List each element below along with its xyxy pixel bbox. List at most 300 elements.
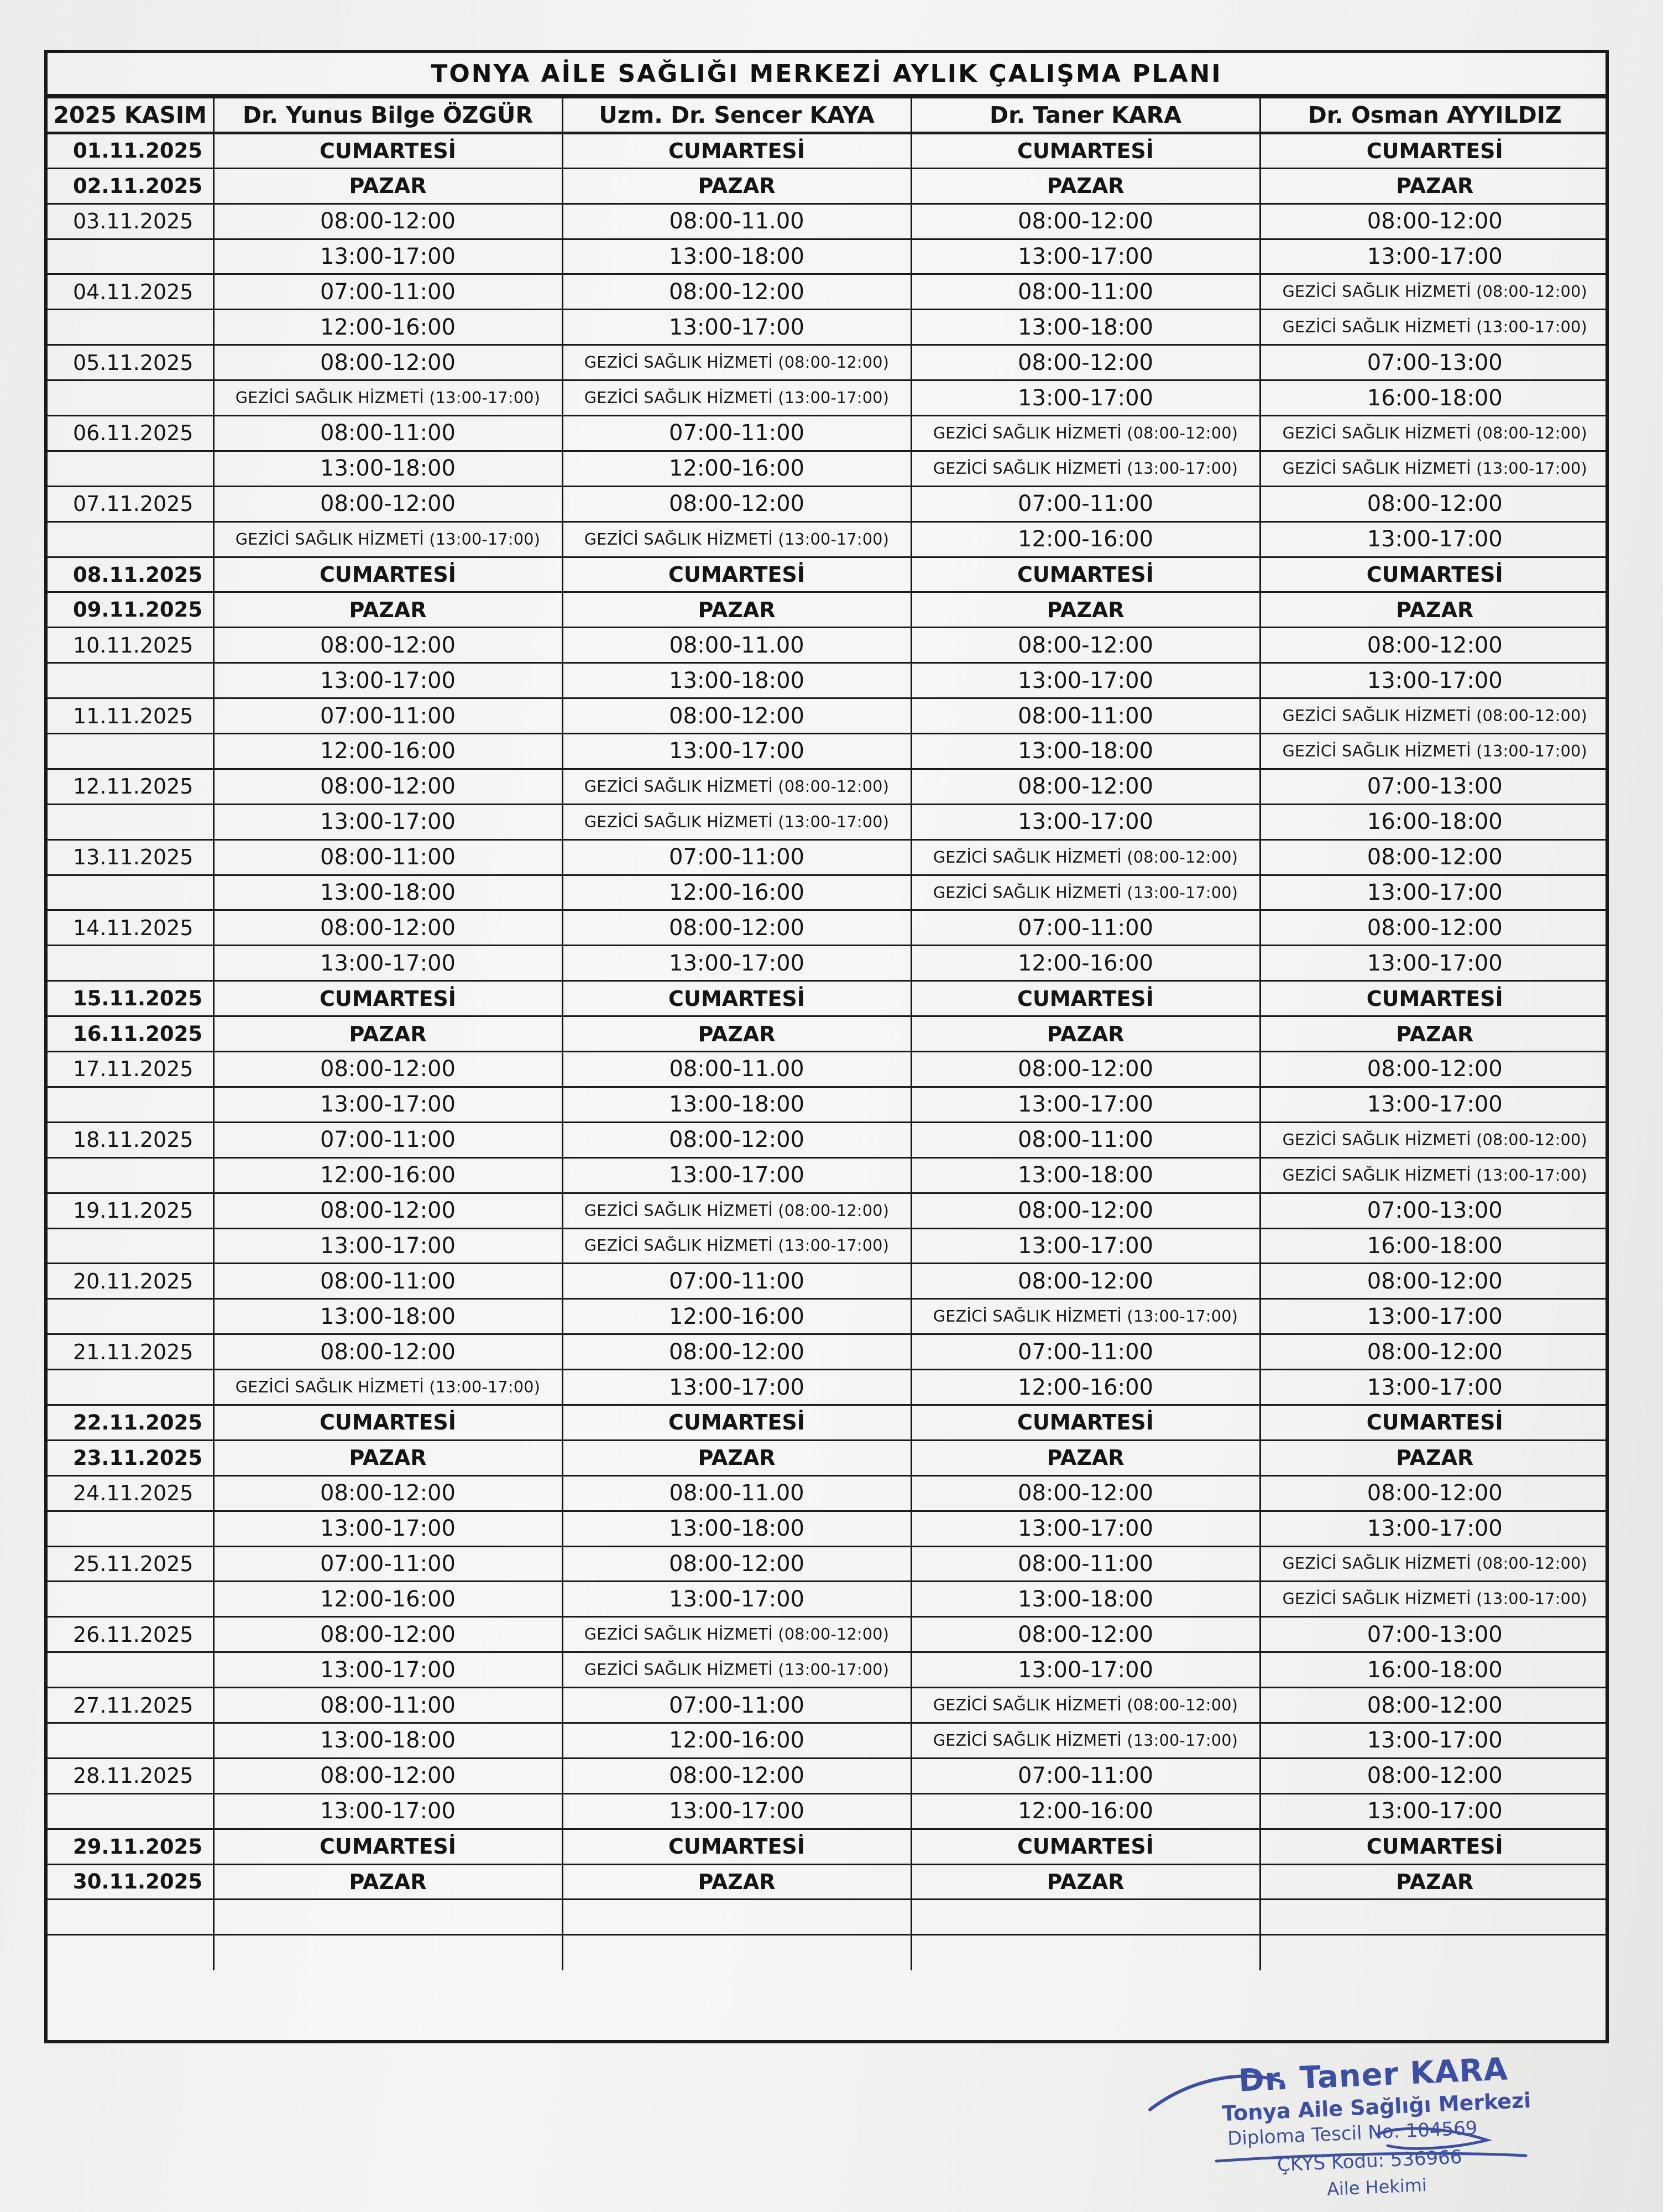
shift-cell-doctor-3: 08:00-12:00 (911, 204, 1260, 239)
shift-cell-doctor-1: CUMARTESİ (213, 133, 562, 168)
shift-cell-doctor-2: 13:00-17:00 (562, 1582, 911, 1617)
shift-cell-doctor-3: PAZAR (911, 168, 1260, 204)
shift-cell-doctor-2: PAZAR (562, 592, 911, 628)
shift-cell-doctor-2: 08:00-11.00 (562, 1475, 911, 1511)
shift-cell-doctor-3: GEZİCİ SAĞLIK HİZMETİ (08:00-12:00) (911, 839, 1260, 875)
shift-cell-doctor-2: 08:00-12:00 (562, 1758, 911, 1793)
shift-cell-doctor-3 (911, 1935, 1260, 1970)
shift-cell-doctor-4 (1260, 1935, 1609, 1970)
shift-cell-doctor-3: 08:00-12:00 (911, 1264, 1260, 1299)
shift-cell-doctor-3: 08:00-11:00 (911, 1546, 1260, 1582)
shift-cell-doctor-1: 12:00-16:00 (213, 310, 562, 345)
date-cell: 12.11.2025 (48, 769, 213, 804)
weekend-row (48, 1440, 1609, 1475)
shift-cell-doctor-1: 13:00-17:00 (213, 1652, 562, 1688)
shift-cell-doctor-4: CUMARTESİ (1260, 133, 1609, 168)
shift-cell-doctor-1: 08:00-12:00 (213, 345, 562, 380)
shift-cell-doctor-4 (1260, 1900, 1609, 1935)
date-cell: 09.11.2025 (48, 592, 213, 628)
date-cell (48, 521, 213, 557)
shift-cell-doctor-3: 08:00-12:00 (911, 1617, 1260, 1652)
table-row (48, 1900, 1609, 1935)
shift-cell-doctor-2: 07:00-11:00 (562, 416, 911, 451)
date-cell: 07.11.2025 (48, 486, 213, 521)
shift-cell-doctor-3: 13:00-17:00 (911, 1087, 1260, 1122)
table-row (48, 839, 1609, 875)
shift-cell-doctor-3: 08:00-12:00 (911, 628, 1260, 663)
table-row (48, 875, 1609, 910)
shift-cell-doctor-4: 13:00-17:00 (1260, 1723, 1609, 1758)
header-doctor-3: Dr. Taner KARA (911, 98, 1260, 133)
shift-cell-doctor-2: 07:00-11:00 (562, 1688, 911, 1723)
shift-cell-doctor-3: GEZİCİ SAĞLIK HİZMETİ (13:00-17:00) (911, 1299, 1260, 1334)
header-doctor-2: Uzm. Dr. Sencer KAYA (562, 98, 911, 133)
date-cell (48, 734, 213, 769)
shift-cell-doctor-4: 07:00-13:00 (1260, 1193, 1609, 1228)
shift-cell-doctor-2: 08:00-11.00 (562, 1052, 911, 1087)
shift-cell-doctor-4: 08:00-12:00 (1260, 1264, 1609, 1299)
shift-cell-doctor-1: 08:00-12:00 (213, 628, 562, 663)
shift-cell-doctor-3: GEZİCİ SAĞLIK HİZMETİ (08:00-12:00) (911, 1688, 1260, 1723)
date-cell (48, 804, 213, 839)
date-cell (48, 239, 213, 274)
shift-cell-doctor-4: PAZAR (1260, 1016, 1609, 1052)
shift-cell-doctor-1: 07:00-11:00 (213, 1546, 562, 1582)
date-cell: 18.11.2025 (48, 1122, 213, 1157)
shift-cell-doctor-2: 13:00-17:00 (562, 734, 911, 769)
shift-cell-doctor-3: 08:00-11:00 (911, 1122, 1260, 1157)
date-cell: 24.11.2025 (48, 1475, 213, 1511)
shift-cell-doctor-4: PAZAR (1260, 168, 1609, 204)
shift-cell-doctor-3: 13:00-18:00 (911, 734, 1260, 769)
shift-cell-doctor-2: GEZİCİ SAĞLIK HİZMETİ (08:00-12:00) (562, 769, 911, 804)
shift-cell-doctor-2: GEZİCİ SAĞLIK HİZMETİ (13:00-17:00) (562, 804, 911, 839)
shift-cell-doctor-3: 08:00-12:00 (911, 345, 1260, 380)
table-row (48, 345, 1609, 380)
date-cell: 06.11.2025 (48, 416, 213, 451)
shift-cell-doctor-3: PAZAR (911, 1440, 1260, 1475)
shift-cell-doctor-1: GEZİCİ SAĞLIK HİZMETİ (13:00-17:00) (213, 380, 562, 416)
shift-cell-doctor-1: 08:00-12:00 (213, 486, 562, 521)
shift-cell-doctor-1: 13:00-17:00 (213, 239, 562, 274)
shift-cell-doctor-1 (213, 1935, 562, 1970)
header-month: 2025 KASIM (48, 98, 213, 133)
shift-cell-doctor-1: 08:00-11:00 (213, 839, 562, 875)
date-cell: 16.11.2025 (48, 1016, 213, 1052)
shift-cell-doctor-4: GEZİCİ SAĞLIK HİZMETİ (13:00-17:00) (1260, 1157, 1609, 1193)
shift-cell-doctor-1: 13:00-18:00 (213, 875, 562, 910)
shift-cell-doctor-2: 12:00-16:00 (562, 1723, 911, 1758)
date-cell (48, 310, 213, 345)
stamp-ckys: ÇKYS Kodu: 536966 (1277, 2146, 1463, 2177)
shift-cell-doctor-1: CUMARTESİ (213, 1829, 562, 1864)
weekend-row (48, 1864, 1609, 1900)
shift-cell-doctor-1: 08:00-12:00 (213, 1617, 562, 1652)
date-cell (48, 875, 213, 910)
table-row (48, 1264, 1609, 1299)
shift-cell-doctor-2: PAZAR (562, 1440, 911, 1475)
shift-cell-doctor-3: 12:00-16:00 (911, 946, 1260, 981)
date-cell: 26.11.2025 (48, 1617, 213, 1652)
table-row (48, 1370, 1609, 1405)
shift-cell-doctor-4: 08:00-12:00 (1260, 839, 1609, 875)
date-cell: 02.11.2025 (48, 168, 213, 204)
date-cell (48, 663, 213, 698)
shift-cell-doctor-4: 16:00-18:00 (1260, 804, 1609, 839)
date-cell: 10.11.2025 (48, 628, 213, 663)
shift-cell-doctor-3: CUMARTESİ (911, 557, 1260, 592)
shift-cell-doctor-1: 12:00-16:00 (213, 734, 562, 769)
shift-cell-doctor-1: 08:00-12:00 (213, 1758, 562, 1793)
table-row (48, 628, 1609, 663)
table-row (48, 1758, 1609, 1793)
shift-cell-doctor-1: 13:00-17:00 (213, 1793, 562, 1829)
header-doctor-1: Dr. Yunus Bilge ÖZGÜR (213, 98, 562, 133)
shift-cell-doctor-2: 13:00-17:00 (562, 1793, 911, 1829)
date-cell: 28.11.2025 (48, 1758, 213, 1793)
table-row (48, 239, 1609, 274)
shift-cell-doctor-4: 07:00-13:00 (1260, 1617, 1609, 1652)
shift-cell-doctor-3: 13:00-17:00 (911, 1652, 1260, 1688)
shift-cell-doctor-3: GEZİCİ SAĞLIK HİZMETİ (13:00-17:00) (911, 875, 1260, 910)
shift-cell-doctor-1: 07:00-11:00 (213, 1122, 562, 1157)
shift-cell-doctor-4: CUMARTESİ (1260, 557, 1609, 592)
date-cell (48, 1370, 213, 1405)
table-row (48, 1334, 1609, 1370)
shift-cell-doctor-2: PAZAR (562, 1864, 911, 1900)
date-cell (48, 380, 213, 416)
table-row (48, 734, 1609, 769)
date-cell: 04.11.2025 (48, 274, 213, 310)
shift-cell-doctor-4: GEZİCİ SAĞLIK HİZMETİ (08:00-12:00) (1260, 274, 1609, 310)
shift-cell-doctor-2: GEZİCİ SAĞLIK HİZMETİ (08:00-12:00) (562, 1617, 911, 1652)
table-row (48, 1475, 1609, 1511)
shift-cell-doctor-2: 13:00-17:00 (562, 1370, 911, 1405)
weekend-row (48, 168, 1609, 204)
table-row (48, 1122, 1609, 1157)
shift-cell-doctor-4: 08:00-12:00 (1260, 1688, 1609, 1723)
date-cell (48, 1228, 213, 1264)
shift-cell-doctor-4: 13:00-17:00 (1260, 1370, 1609, 1405)
shift-cell-doctor-3: PAZAR (911, 1016, 1260, 1052)
shift-cell-doctor-4: GEZİCİ SAĞLIK HİZMETİ (13:00-17:00) (1260, 1582, 1609, 1617)
table-row (48, 1157, 1609, 1193)
shift-cell-doctor-1: 07:00-11:00 (213, 274, 562, 310)
shift-cell-doctor-4: GEZİCİ SAĞLIK HİZMETİ (08:00-12:00) (1260, 1546, 1609, 1582)
shift-cell-doctor-3: CUMARTESİ (911, 1829, 1260, 1864)
shift-cell-doctor-2: 08:00-12:00 (562, 1334, 911, 1370)
shift-cell-doctor-3: 13:00-17:00 (911, 1511, 1260, 1546)
shift-cell-doctor-1: 13:00-18:00 (213, 1723, 562, 1758)
date-cell (48, 1582, 213, 1617)
table-row (48, 769, 1609, 804)
shift-cell-doctor-2 (562, 1900, 911, 1935)
shift-cell-doctor-4: 08:00-12:00 (1260, 1758, 1609, 1793)
shift-cell-doctor-4: 16:00-18:00 (1260, 380, 1609, 416)
shift-cell-doctor-3: 13:00-17:00 (911, 239, 1260, 274)
shift-cell-doctor-3: 13:00-17:00 (911, 380, 1260, 416)
page-title: TONYA AİLE SAĞLIĞI MERKEZİ AYLIK ÇALIŞMA PLANI (48, 53, 1606, 97)
shift-cell-doctor-4: 08:00-12:00 (1260, 204, 1609, 239)
table-row (48, 698, 1609, 734)
shift-cell-doctor-3: 08:00-12:00 (911, 1052, 1260, 1087)
shift-cell-doctor-3: PAZAR (911, 592, 1260, 628)
shift-cell-doctor-1: PAZAR (213, 1440, 562, 1475)
shift-cell-doctor-1: 13:00-17:00 (213, 1087, 562, 1122)
shift-cell-doctor-3: GEZİCİ SAĞLIK HİZMETİ (13:00-17:00) (911, 451, 1260, 486)
shift-cell-doctor-2: GEZİCİ SAĞLIK HİZMETİ (13:00-17:00) (562, 380, 911, 416)
date-cell: 08.11.2025 (48, 557, 213, 592)
shift-cell-doctor-3: 13:00-18:00 (911, 310, 1260, 345)
shift-cell-doctor-2: 08:00-12:00 (562, 274, 911, 310)
table-row (48, 1935, 1609, 1970)
weekend-row (48, 1016, 1609, 1052)
shift-cell-doctor-1: CUMARTESİ (213, 1405, 562, 1440)
shift-cell-doctor-2: CUMARTESİ (562, 557, 911, 592)
header-doctor-4: Dr. Osman AYYILDIZ (1260, 98, 1609, 133)
shift-cell-doctor-1: 12:00-16:00 (213, 1157, 562, 1193)
table-row (48, 204, 1609, 239)
shift-cell-doctor-1: 13:00-18:00 (213, 451, 562, 486)
date-cell: 30.11.2025 (48, 1864, 213, 1900)
date-cell: 19.11.2025 (48, 1193, 213, 1228)
stamp-diploma: Diploma Tescil No: 104569 (1227, 2117, 1478, 2150)
shift-cell-doctor-2: CUMARTESİ (562, 133, 911, 168)
table-row (48, 1617, 1609, 1652)
table-row (48, 1228, 1609, 1264)
stamp-name: Dr. Taner KARA (1237, 2051, 1509, 2099)
date-cell (48, 1652, 213, 1688)
shift-cell-doctor-3: 13:00-18:00 (911, 1157, 1260, 1193)
shift-cell-doctor-2: 13:00-18:00 (562, 1087, 911, 1122)
shift-cell-doctor-2: 08:00-11.00 (562, 628, 911, 663)
schedule-table (48, 97, 1609, 1970)
shift-cell-doctor-1: 08:00-12:00 (213, 1193, 562, 1228)
shift-cell-doctor-4: GEZİCİ SAĞLIK HİZMETİ (08:00-12:00) (1260, 698, 1609, 734)
date-cell (48, 1157, 213, 1193)
shift-cell-doctor-3: 07:00-11:00 (911, 1758, 1260, 1793)
date-cell: 25.11.2025 (48, 1546, 213, 1582)
shift-cell-doctor-4: CUMARTESİ (1260, 1405, 1609, 1440)
shift-cell-doctor-3: CUMARTESİ (911, 1405, 1260, 1440)
shift-cell-doctor-4: PAZAR (1260, 592, 1609, 628)
shift-cell-doctor-1: 12:00-16:00 (213, 1582, 562, 1617)
shift-cell-doctor-2: 08:00-12:00 (562, 486, 911, 521)
shift-cell-doctor-1: PAZAR (213, 592, 562, 628)
shift-cell-doctor-2: CUMARTESİ (562, 981, 911, 1016)
shift-cell-doctor-2: GEZİCİ SAĞLIK HİZMETİ (13:00-17:00) (562, 1652, 911, 1688)
shift-cell-doctor-3: CUMARTESİ (911, 133, 1260, 168)
weekend-row (48, 1829, 1609, 1864)
date-cell: 05.11.2025 (48, 345, 213, 380)
shift-cell-doctor-1: 08:00-12:00 (213, 1052, 562, 1087)
date-cell: 01.11.2025 (48, 133, 213, 168)
shift-cell-doctor-4: 13:00-17:00 (1260, 1511, 1609, 1546)
shift-cell-doctor-3: 08:00-12:00 (911, 1193, 1260, 1228)
table-row (48, 1688, 1609, 1723)
shift-cell-doctor-4: GEZİCİ SAĞLIK HİZMETİ (13:00-17:00) (1260, 734, 1609, 769)
date-cell: 15.11.2025 (48, 981, 213, 1016)
shift-cell-doctor-2 (562, 1935, 911, 1970)
shift-cell-doctor-1 (213, 1900, 562, 1935)
shift-cell-doctor-1: GEZİCİ SAĞLIK HİZMETİ (13:00-17:00) (213, 521, 562, 557)
date-cell: 11.11.2025 (48, 698, 213, 734)
shift-cell-doctor-1: 08:00-12:00 (213, 910, 562, 946)
table-row (48, 1582, 1609, 1617)
date-cell (48, 1935, 213, 1970)
shift-cell-doctor-4: 08:00-12:00 (1260, 1475, 1609, 1511)
shift-cell-doctor-2: 08:00-12:00 (562, 698, 911, 734)
date-cell (48, 1299, 213, 1334)
shift-cell-doctor-3: GEZİCİ SAĞLIK HİZMETİ (13:00-17:00) (911, 1723, 1260, 1758)
shift-cell-doctor-4: 13:00-17:00 (1260, 1793, 1609, 1829)
table-row (48, 804, 1609, 839)
shift-cell-doctor-1: 07:00-11:00 (213, 698, 562, 734)
shift-cell-doctor-1: 08:00-11:00 (213, 416, 562, 451)
table-row (48, 663, 1609, 698)
date-cell: 29.11.2025 (48, 1829, 213, 1864)
shift-cell-doctor-1: 08:00-11:00 (213, 1688, 562, 1723)
shift-cell-doctor-3: 12:00-16:00 (911, 1793, 1260, 1829)
shift-cell-doctor-4: GEZİCİ SAĞLIK HİZMETİ (08:00-12:00) (1260, 1122, 1609, 1157)
table-row (48, 274, 1609, 310)
shift-cell-doctor-2: 07:00-11:00 (562, 839, 911, 875)
shift-cell-doctor-2: 12:00-16:00 (562, 451, 911, 486)
table-row (48, 380, 1609, 416)
shift-cell-doctor-1: PAZAR (213, 1016, 562, 1052)
shift-cell-doctor-1: 08:00-12:00 (213, 204, 562, 239)
shift-cell-doctor-2: GEZİCİ SAĞLIK HİZMETİ (13:00-17:00) (562, 521, 911, 557)
header-row (48, 98, 1609, 133)
shift-cell-doctor-2: 07:00-11:00 (562, 1264, 911, 1299)
shift-cell-doctor-1: 13:00-17:00 (213, 946, 562, 981)
shift-cell-doctor-2: CUMARTESİ (562, 1405, 911, 1440)
shift-cell-doctor-2: 13:00-17:00 (562, 310, 911, 345)
shift-cell-doctor-4: 13:00-17:00 (1260, 946, 1609, 981)
shift-cell-doctor-1: GEZİCİ SAĞLIK HİZMETİ (13:00-17:00) (213, 1370, 562, 1405)
doctor-stamp (1144, 2051, 1570, 2206)
shift-cell-doctor-4: 07:00-13:00 (1260, 769, 1609, 804)
shift-cell-doctor-2: PAZAR (562, 168, 911, 204)
shift-cell-doctor-3: GEZİCİ SAĞLIK HİZMETİ (08:00-12:00) (911, 416, 1260, 451)
shift-cell-doctor-2: 13:00-18:00 (562, 239, 911, 274)
table-row (48, 1793, 1609, 1829)
shift-cell-doctor-3: 13:00-17:00 (911, 663, 1260, 698)
table-row (48, 1299, 1609, 1334)
shift-cell-doctor-1: 08:00-11:00 (213, 1264, 562, 1299)
shift-cell-doctor-2: GEZİCİ SAĞLIK HİZMETİ (08:00-12:00) (562, 1193, 911, 1228)
shift-cell-doctor-4: 08:00-12:00 (1260, 910, 1609, 946)
shift-cell-doctor-3: 08:00-11:00 (911, 698, 1260, 734)
shift-cell-doctor-2: 08:00-11.00 (562, 204, 911, 239)
shift-cell-doctor-3: 12:00-16:00 (911, 1370, 1260, 1405)
shift-cell-doctor-2: GEZİCİ SAĞLIK HİZMETİ (08:00-12:00) (562, 345, 911, 380)
shift-cell-doctor-2: 08:00-12:00 (562, 910, 911, 946)
shift-cell-doctor-4: 16:00-18:00 (1260, 1228, 1609, 1264)
shift-cell-doctor-1: 13:00-17:00 (213, 663, 562, 698)
table-row (48, 1652, 1609, 1688)
shift-cell-doctor-4: 13:00-17:00 (1260, 663, 1609, 698)
schedule-body (48, 133, 1609, 1970)
weekend-row (48, 981, 1609, 1016)
shift-cell-doctor-4: 13:00-17:00 (1260, 521, 1609, 557)
shift-cell-doctor-3: 07:00-11:00 (911, 910, 1260, 946)
shift-cell-doctor-2: PAZAR (562, 1016, 911, 1052)
shift-cell-doctor-4: 13:00-17:00 (1260, 239, 1609, 274)
shift-cell-doctor-1: 13:00-17:00 (213, 1228, 562, 1264)
schedule-sheet (44, 50, 1609, 2043)
shift-cell-doctor-4: PAZAR (1260, 1440, 1609, 1475)
table-row (48, 521, 1609, 557)
date-cell: 14.11.2025 (48, 910, 213, 946)
date-cell: 17.11.2025 (48, 1052, 213, 1087)
shift-cell-doctor-4: 13:00-17:00 (1260, 1087, 1609, 1122)
shift-cell-doctor-4: GEZİCİ SAĞLIK HİZMETİ (13:00-17:00) (1260, 310, 1609, 345)
date-cell: 21.11.2025 (48, 1334, 213, 1370)
shift-cell-doctor-4: 08:00-12:00 (1260, 1052, 1609, 1087)
weekend-row (48, 133, 1609, 168)
shift-cell-doctor-4: GEZİCİ SAĞLIK HİZMETİ (08:00-12:00) (1260, 416, 1609, 451)
shift-cell-doctor-4: 13:00-17:00 (1260, 1299, 1609, 1334)
shift-cell-doctor-3: CUMARTESİ (911, 981, 1260, 1016)
shift-cell-doctor-1: 08:00-12:00 (213, 1475, 562, 1511)
date-cell (48, 1087, 213, 1122)
table-row (48, 1723, 1609, 1758)
shift-cell-doctor-1: CUMARTESİ (213, 981, 562, 1016)
date-cell: 23.11.2025 (48, 1440, 213, 1475)
shift-cell-doctor-2: 12:00-16:00 (562, 1299, 911, 1334)
shift-cell-doctor-2: 08:00-12:00 (562, 1546, 911, 1582)
weekend-row (48, 1405, 1609, 1440)
shift-cell-doctor-3: 08:00-11:00 (911, 274, 1260, 310)
table-row (48, 1087, 1609, 1122)
shift-cell-doctor-4: CUMARTESİ (1260, 981, 1609, 1016)
shift-cell-doctor-3: PAZAR (911, 1864, 1260, 1900)
shift-cell-doctor-2: 12:00-16:00 (562, 875, 911, 910)
table-row (48, 486, 1609, 521)
shift-cell-doctor-3: 07:00-11:00 (911, 486, 1260, 521)
shift-cell-doctor-2: 13:00-17:00 (562, 1157, 911, 1193)
shift-cell-doctor-1: 08:00-12:00 (213, 769, 562, 804)
table-row (48, 946, 1609, 981)
shift-cell-doctor-2: CUMARTESİ (562, 1829, 911, 1864)
shift-cell-doctor-3: 12:00-16:00 (911, 521, 1260, 557)
shift-cell-doctor-1: PAZAR (213, 1864, 562, 1900)
shift-cell-doctor-2: GEZİCİ SAĞLIK HİZMETİ (13:00-17:00) (562, 1228, 911, 1264)
shift-cell-doctor-4: CUMARTESİ (1260, 1829, 1609, 1864)
shift-cell-doctor-3 (911, 1900, 1260, 1935)
date-cell: 20.11.2025 (48, 1264, 213, 1299)
table-row (48, 310, 1609, 345)
shift-cell-doctor-4: 08:00-12:00 (1260, 486, 1609, 521)
shift-cell-doctor-1: CUMARTESİ (213, 557, 562, 592)
shift-cell-doctor-3: 08:00-12:00 (911, 769, 1260, 804)
table-row (48, 1546, 1609, 1582)
shift-cell-doctor-3: 07:00-11:00 (911, 1334, 1260, 1370)
date-cell (48, 1511, 213, 1546)
date-cell: 27.11.2025 (48, 1688, 213, 1723)
shift-cell-doctor-3: 13:00-17:00 (911, 1228, 1260, 1264)
shift-cell-doctor-4: 07:00-13:00 (1260, 345, 1609, 380)
shift-cell-doctor-4: 08:00-12:00 (1260, 628, 1609, 663)
shift-cell-doctor-4: 16:00-18:00 (1260, 1652, 1609, 1688)
shift-cell-doctor-4: PAZAR (1260, 1864, 1609, 1900)
stamp-center: Tonya Aile Sağlığı Merkezi (1221, 2088, 1532, 2126)
table-row (48, 1052, 1609, 1087)
table-row (48, 1193, 1609, 1228)
shift-cell-doctor-1: PAZAR (213, 168, 562, 204)
date-cell (48, 1793, 213, 1829)
